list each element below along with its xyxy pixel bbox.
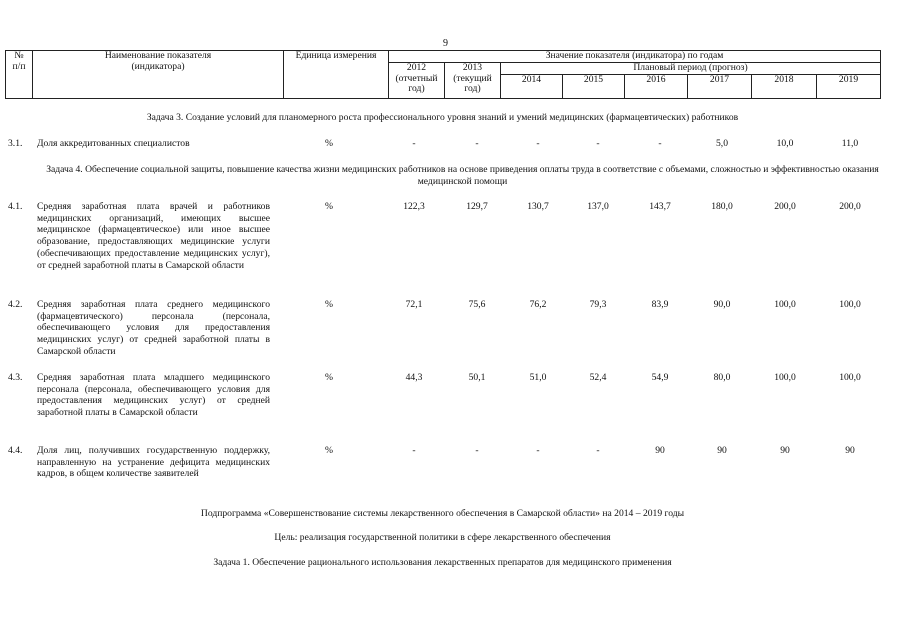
subprogram-title: Подпрограмма «Совершенствование системы лекарственного обеспечения в Самарской области» на 2014 – 2019 годы [200, 508, 685, 519]
header-plan-title: Плановый период (прогноз) [501, 63, 881, 75]
row-name: Средняя заработная плата младшего медицинского персонала (персонала, обеспечивающего условия для предоставления медицинских услуг) от средней заработной платы в Самарской области [37, 372, 270, 419]
value-2018: 100,0 [774, 372, 796, 383]
header-num: № п/п [6, 51, 33, 99]
task-3-heading: Задача 3. Создание условий для планомерного роста профессионального уровня знаний и умений медицинских (фармацевтических) работников [146, 112, 739, 123]
value-2014: 130,7 [527, 201, 549, 212]
header-name: Наименование показателя (индикатора) [33, 51, 284, 99]
page-number: 9 [443, 38, 448, 49]
value-2019: 200,0 [839, 201, 861, 212]
value-2017: 90,0 [713, 299, 731, 310]
row-num: 4.3. [8, 372, 23, 383]
subprogram-task-1: Задача 1. Обеспечение рационального использования лекарственных препаратов для медицинского применения [213, 557, 672, 568]
header-year-2017: 2017 [688, 74, 752, 98]
row-name: Доля аккредитованных специалистов [37, 138, 190, 149]
header-year-2019: 2019 [817, 74, 881, 98]
indicators-table-header [5, 50, 881, 99]
value-2019: 11,0 [841, 138, 859, 149]
value-2012: - [412, 445, 416, 456]
value-2016: - [658, 138, 662, 149]
value-2014: 76,2 [529, 299, 547, 310]
row-unit: % [325, 138, 333, 149]
value-2016: 83,9 [651, 299, 669, 310]
value-2013: 75,6 [468, 299, 486, 310]
value-2017: 80,0 [713, 372, 731, 383]
value-2015: - [596, 138, 600, 149]
value-2019: 90 [845, 445, 855, 456]
value-2016: 54,9 [651, 372, 669, 383]
value-2013: 50,1 [468, 372, 486, 383]
value-2014: - [536, 138, 540, 149]
header-year-2016: 2016 [625, 74, 688, 98]
row-unit: % [325, 445, 333, 456]
value-2014: - [536, 445, 540, 456]
row-name: Средняя заработная плата среднего медицинского (фармацевтического) персонала (персонала, обеспечивающего условия для предоставления медицинских услуг) от средней заработной платы в Самарской области [37, 299, 270, 357]
value-2019: 100,0 [839, 372, 861, 383]
value-2018: 10,0 [776, 138, 794, 149]
header-2013: 2013 (текущий год) [445, 63, 501, 99]
value-2013: - [475, 445, 479, 456]
value-2018: 200,0 [774, 201, 796, 212]
row-name: Доля лиц, получивших государственную поддержку, направленную на устранение дефицита медицинских кадров, в общем количестве заявителей [37, 445, 270, 480]
header-year-2015: 2015 [563, 74, 625, 98]
value-2012: 44,3 [405, 372, 423, 383]
header-year-2018: 2018 [752, 74, 817, 98]
value-2017: 5,0 [716, 138, 728, 149]
value-2012: - [412, 138, 416, 149]
header-unit: Единица измерения [284, 51, 389, 99]
subprogram-goal: Цель: реализация государственной политики в сфере лекарственного обеспечения [274, 532, 611, 543]
value-2016: 90 [655, 445, 665, 456]
value-2013: - [475, 138, 479, 149]
row-num: 4.2. [8, 299, 23, 310]
header-2012: 2012 (отчетный год) [389, 63, 445, 99]
row-num: 4.4. [8, 445, 23, 456]
value-2012: 72,1 [405, 299, 423, 310]
value-2014: 51,0 [529, 372, 547, 383]
value-2017: 90 [717, 445, 727, 456]
value-2015: 79,3 [589, 299, 607, 310]
header-year-2014: 2014 [501, 74, 563, 98]
value-2018: 100,0 [774, 299, 796, 310]
value-2015: 52,4 [589, 372, 607, 383]
value-2015: 137,0 [587, 201, 609, 212]
row-unit: % [325, 299, 333, 310]
row-unit: % [325, 372, 333, 383]
value-2012: 122,3 [403, 201, 425, 212]
value-2018: 90 [780, 445, 790, 456]
value-2019: 100,0 [839, 299, 861, 310]
value-2016: 143,7 [649, 201, 671, 212]
header-values-title: Значение показателя (индикатора) по годам [389, 51, 881, 63]
row-num: 3.1. [8, 138, 23, 149]
value-2015: - [596, 445, 600, 456]
row-num: 4.1. [8, 201, 23, 212]
value-2013: 129,7 [466, 201, 488, 212]
row-name: Средняя заработная плата врачей и работников медицинских организаций, имеющих высшее медицинское (фармацевтическое) или иное высшее образование, предоставляющих медицинские услуги (обеспечивающих предоставление медицинских услуг), от средней заработной платы в Самарской области [37, 201, 270, 271]
value-2017: 180,0 [711, 201, 733, 212]
task-4-heading: Задача 4. Обеспечение социальной защиты, повышение качества жизни медицинских работников на основе приведения оплаты труда в соответствие с объемами, сложностью и эффективностью оказания медицинской помощи [46, 164, 879, 187]
row-unit: % [325, 201, 333, 212]
